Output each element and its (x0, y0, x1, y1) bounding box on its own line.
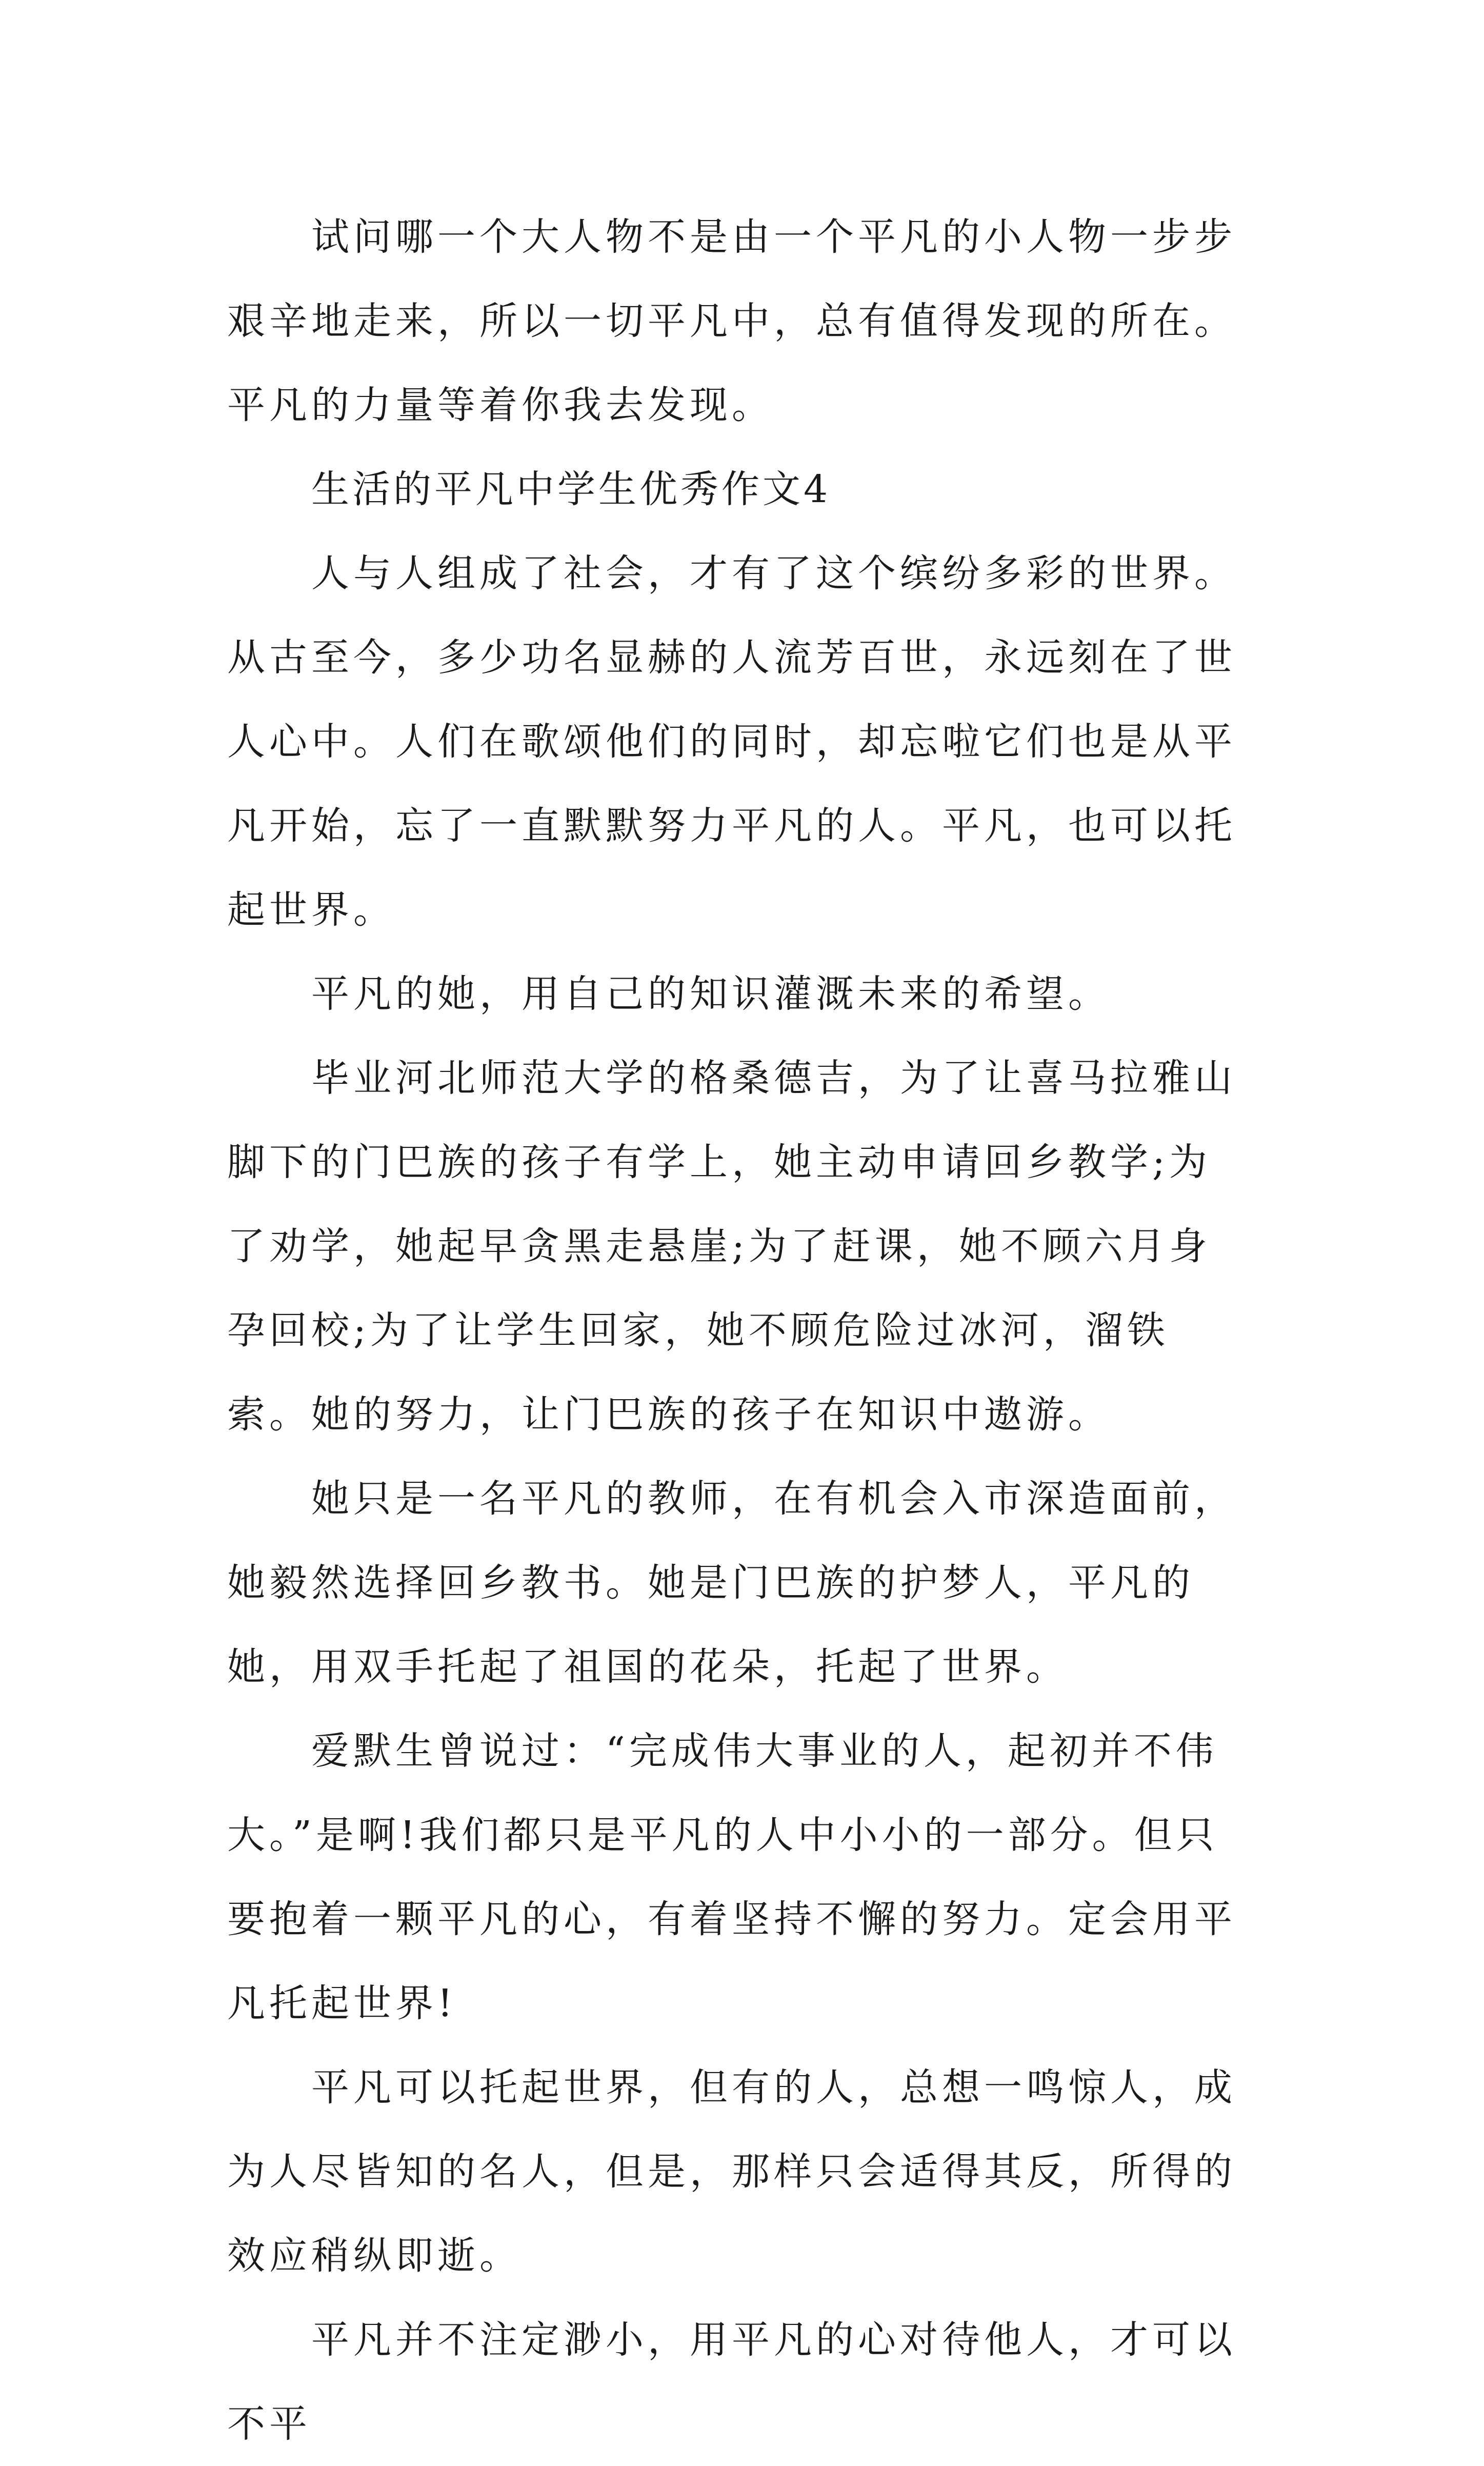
paragraph: 爱默生曾说过：“完成伟大事业的人，起初并不伟大。”是啊!我们都只是平凡的人中小小的一部分。但只要抱着一颗平凡的心，有着坚持不懈的努力。定会用平凡托起世界! (227, 1729, 1236, 2025)
paragraph: 人与人组成了社会，才有了这个缤纷多彩的世界。从古至今，多少功名显赫的人流芳百世，永远刻在了世人心中。人们在歌颂他们的同时，却忘啦它们也是从平凡开始，忘了一直默默努力平凡的人。平凡，也可以托起世界。 (227, 551, 1236, 932)
paragraph: 平凡并不注定渺小，用平凡的心对待他人，才可以不平 (227, 2318, 1236, 2446)
section-heading: 生活的平凡中学生优秀作文4 (311, 467, 831, 511)
paragraph: 平凡可以托起世界，但有的人，总想一鸣惊人，成为人尽皆知的名人，但是，那样只会适得其反，所得的效应稍纵即逝。 (227, 2065, 1236, 2278)
paragraph: 试问哪一个大人物不是由一个平凡的小人物一步步艰辛地走来，所以一切平凡中，总有值得发现的所在。平凡的力量等着你我去发现。 (227, 215, 1236, 427)
paragraph: 平凡的她，用自己的知识灌溉未来的希望。 (311, 972, 1110, 1016)
paragraph: 毕业河北师范大学的格桑德吉，为了让喜马拉雅山脚下的门巴族的孩子有学上，她主动申请回乡教学;为了劝学，她起早贪黑走悬崖;为了赶课，她不顾六月身孕回校;为了让学生回家，她不顾危险过冰河，溜铁索。她的努力，让门巴族的孩子在知识中遨游。 (227, 1056, 1236, 1437)
paragraph: 她只是一名平凡的教师，在有机会入市深造面前，她毅然选择回乡教书。她是门巴族的护梦人，平凡的她，用双手托起了祖国的花朵，托起了世界。 (227, 1477, 1236, 1689)
essay-body (227, 195, 1253, 2466)
